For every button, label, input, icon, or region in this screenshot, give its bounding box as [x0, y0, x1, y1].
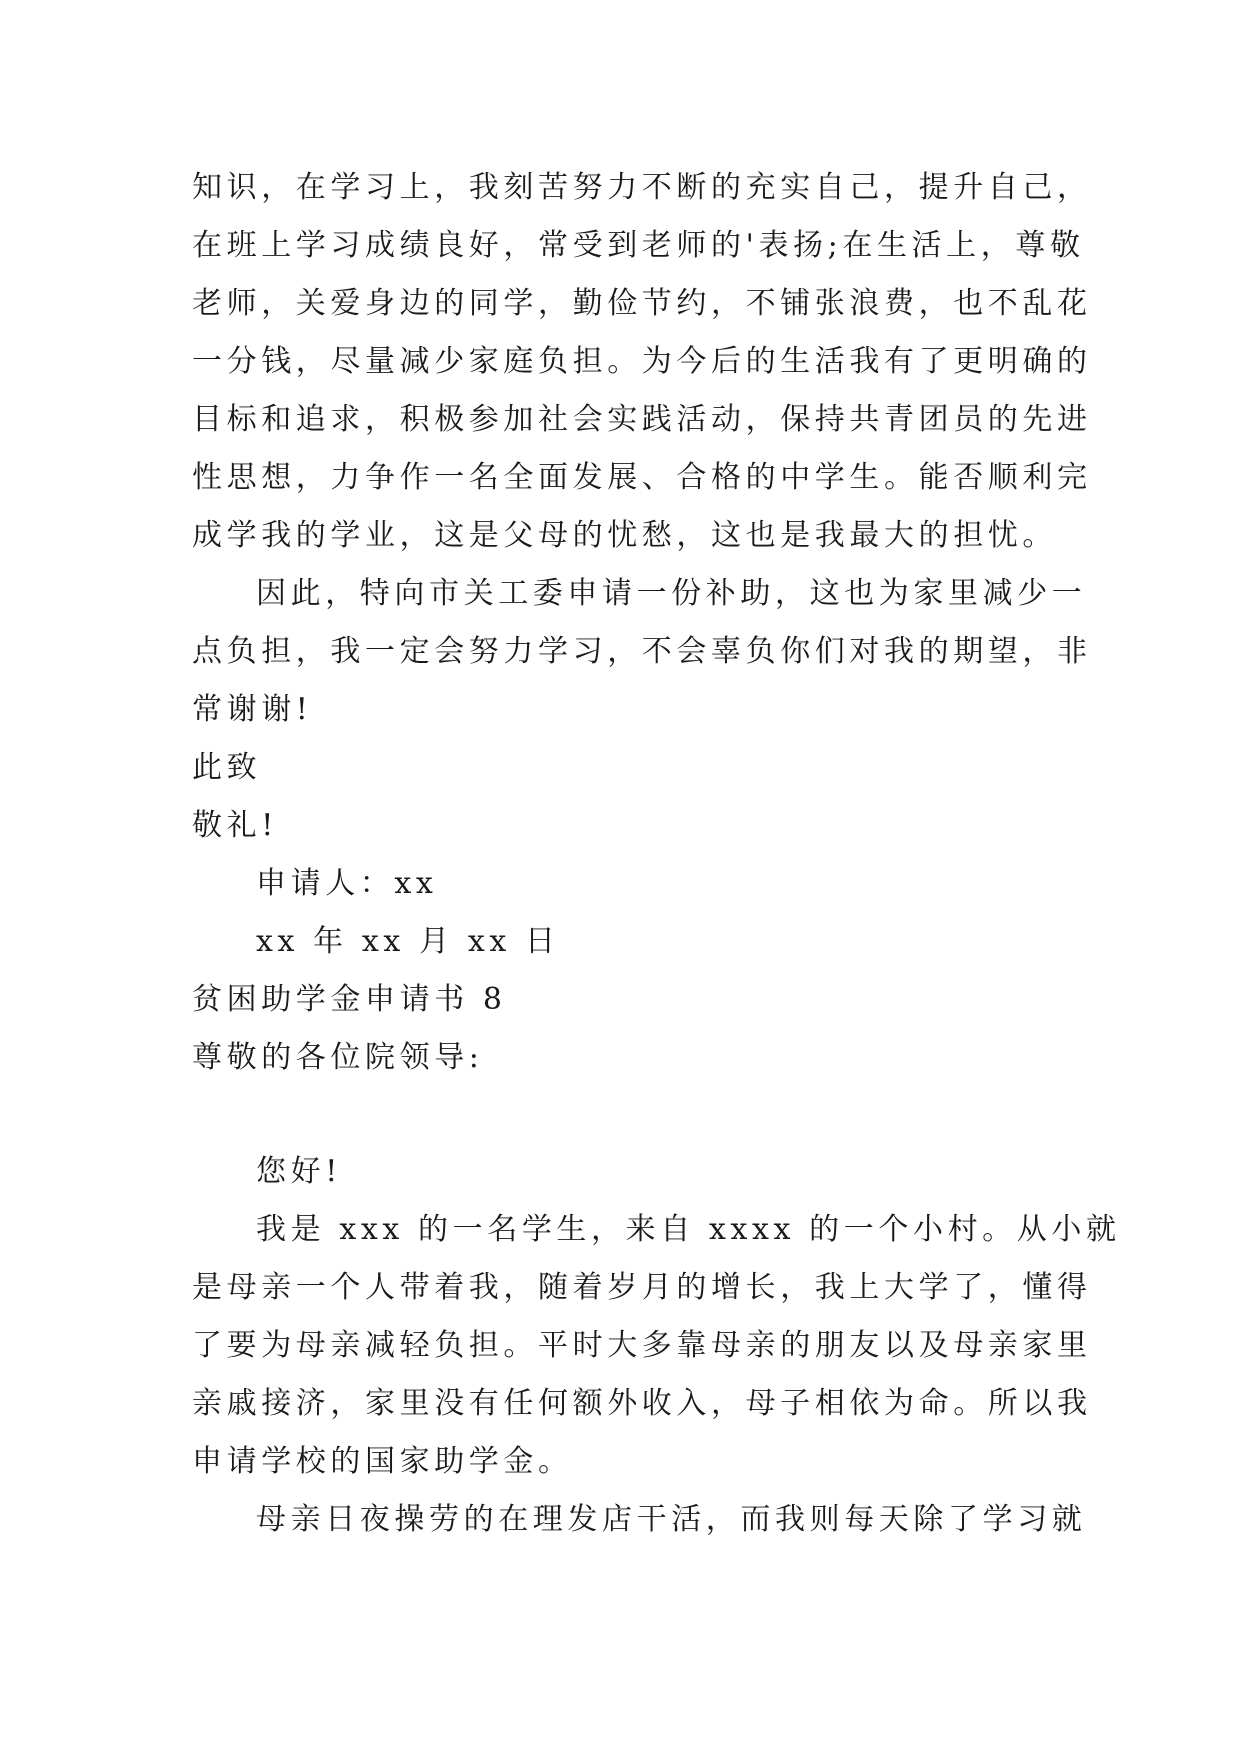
paragraph-line: 在班上学习成绩良好，常受到老师的'表扬;在生活上，尊敬 — [192, 228, 1085, 263]
paragraph-line: 母亲日夜操劳的在理发店干活，而我则每天除了学习就 — [256, 1502, 1087, 1537]
paragraph-line: 了要为母亲减轻负担。平时大多靠母亲的朋友以及母亲家里 — [192, 1328, 1092, 1363]
greeting: 您好! — [256, 1154, 342, 1189]
paragraph-line: 亲戚接济，家里没有任何额外收入，母子相依为命。所以我 — [192, 1386, 1092, 1421]
paragraph-line: 性思想，力争作一名全面发展、合格的中学生。能否顺利完 — [192, 460, 1092, 495]
paragraph-line: 点负担，我一定会努力学习，不会辜负你们对我的期望，非 — [192, 634, 1092, 669]
salutation: 尊敬的各位院领导: — [192, 1040, 484, 1075]
applicant-signature: 申请人：xx — [256, 866, 438, 901]
paragraph-line: 申请学校的国家助学金。 — [192, 1444, 573, 1479]
paragraph-line: 因此，特向市关工委申请一份补助，这也为家里减少一 — [256, 576, 1087, 611]
paragraph-line: 常谢谢! — [192, 692, 313, 727]
paragraph-line: 成学我的学业，这是父母的忧愁，这也是我最大的担忧。 — [192, 518, 1057, 553]
paragraph-line: 是母亲一个人带着我，随着岁月的增长，我上大学了，懂得 — [192, 1270, 1092, 1305]
date-line: xx 年 xx 月 xx 日 — [256, 924, 560, 959]
paragraph-line: 目标和追求，积极参加社会实践活动，保持共青团员的先进 — [192, 402, 1092, 437]
paragraph-line: 知识，在学习上，我刻苦努力不断的充实自己，提升自己， — [192, 170, 1092, 205]
closing-respect: 敬礼! — [192, 808, 278, 843]
section-title: 贫困助学金申请书 8 — [192, 982, 507, 1017]
paragraph-line: 一分钱，尽量减少家庭负担。为今后的生活我有了更明确的 — [192, 344, 1092, 379]
paragraph-line: 我是 xxx 的一名学生，来自 xxxx 的一个小村。从小就 — [256, 1212, 1121, 1247]
paragraph-line: 老师，关爱身边的同学，勤俭节约，不铺张浪费，也不乱花 — [192, 286, 1092, 321]
closing-salutation: 此致 — [192, 750, 262, 785]
